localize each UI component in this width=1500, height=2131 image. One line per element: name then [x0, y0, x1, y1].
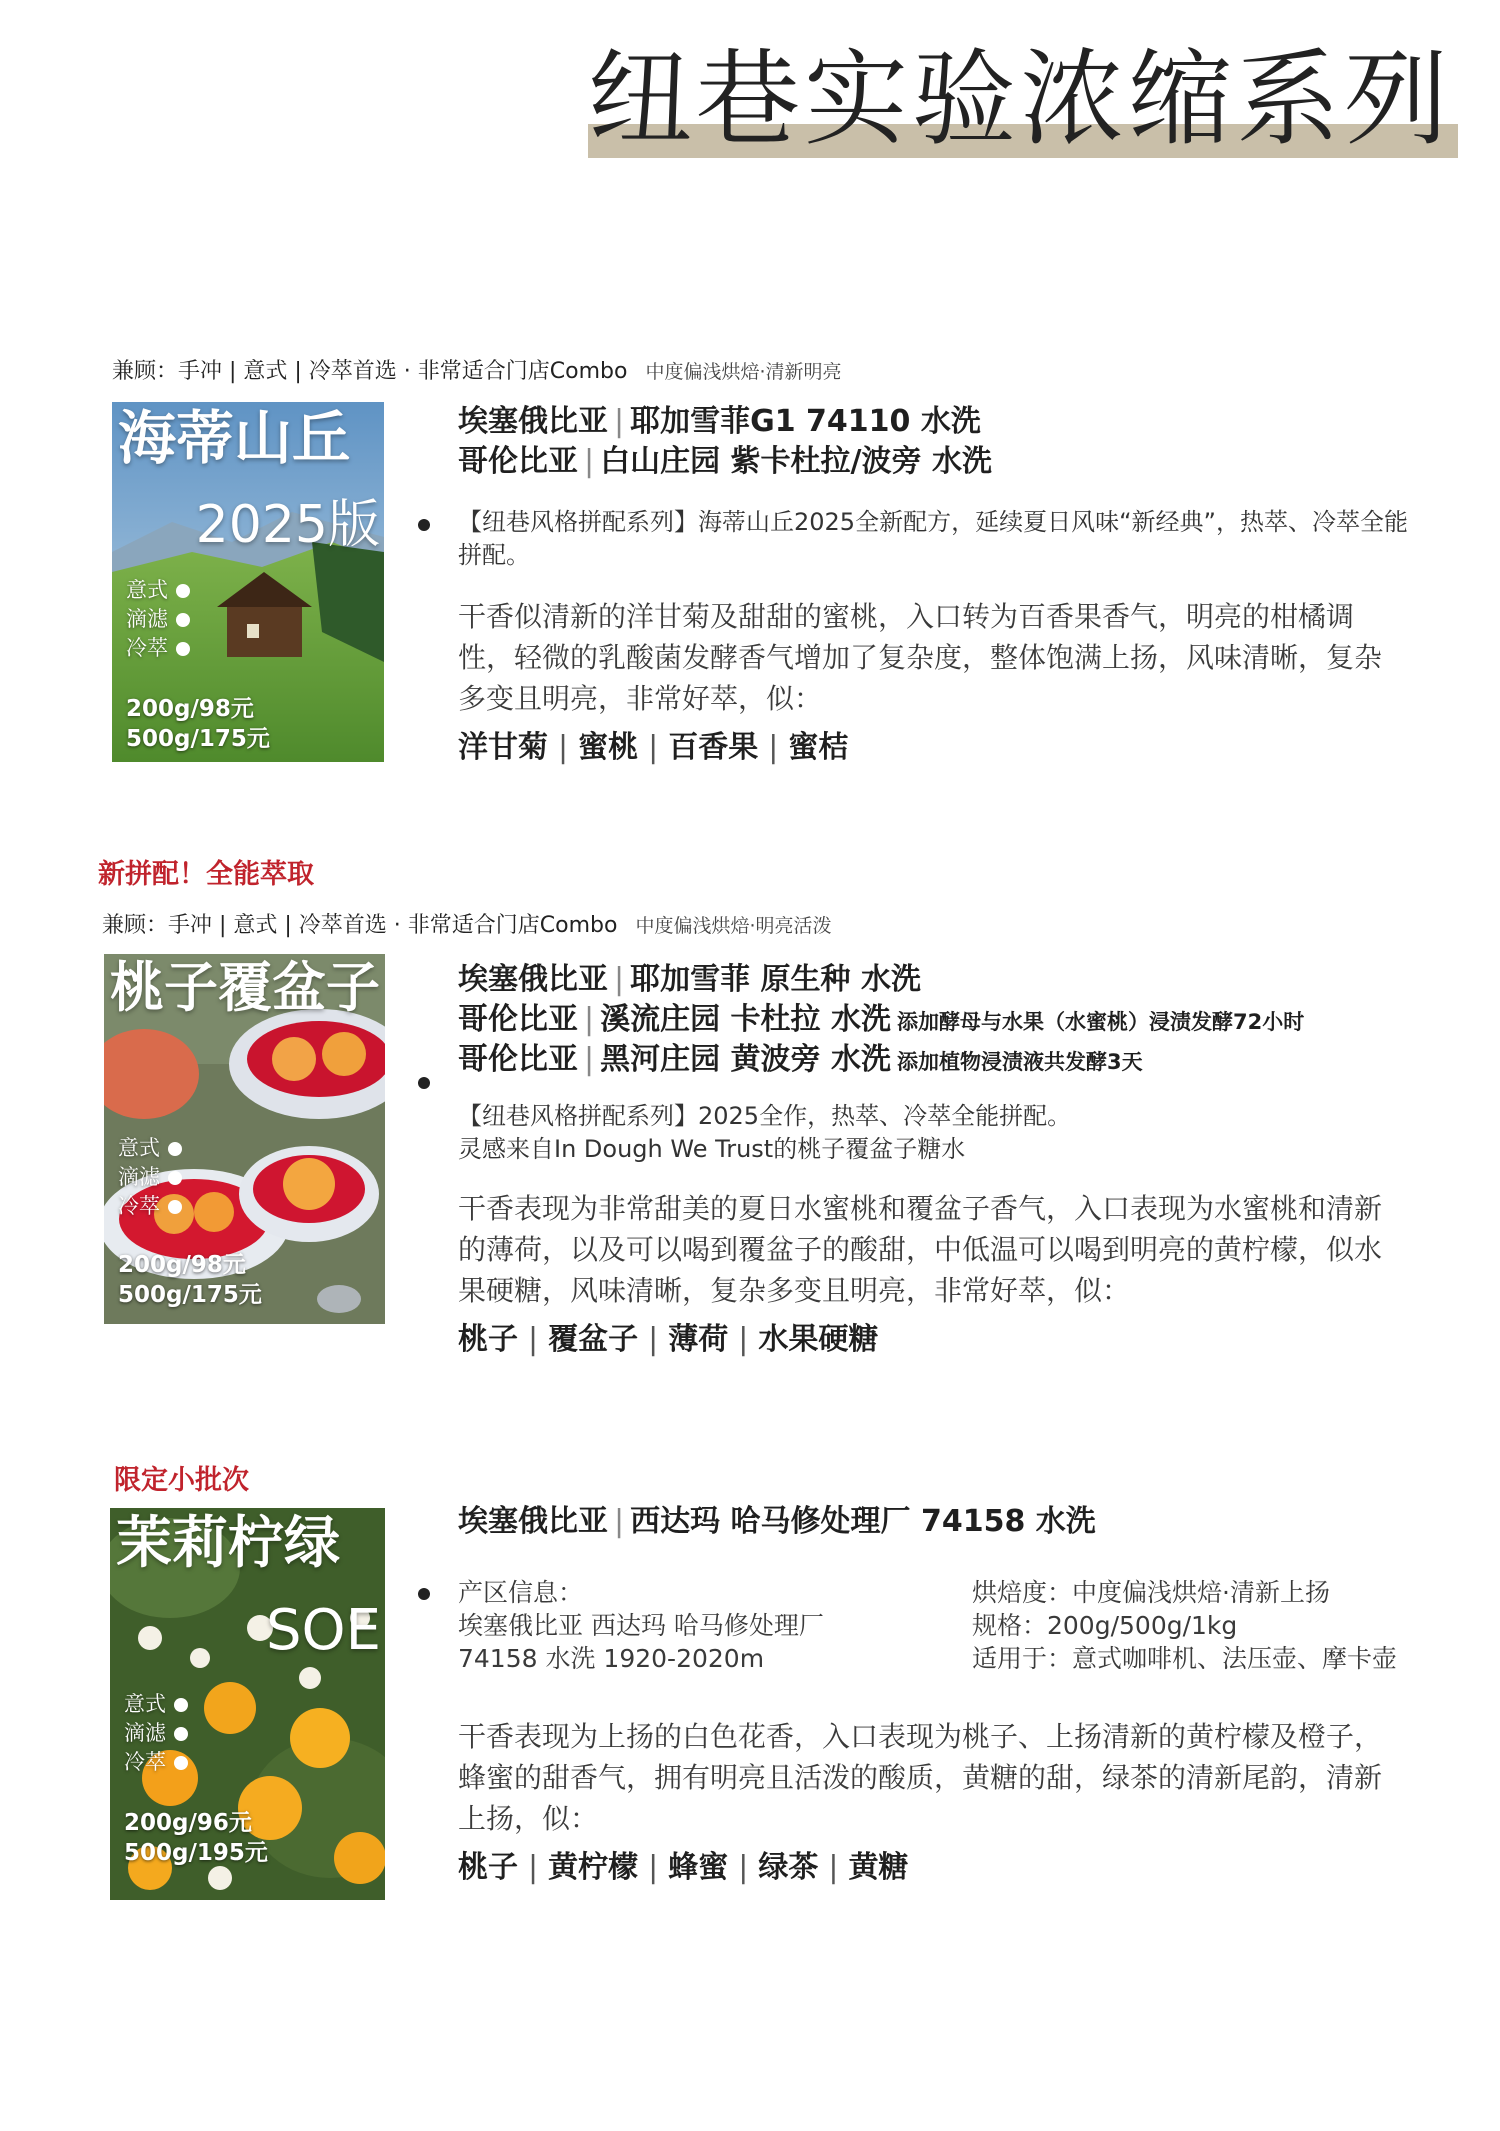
roast-spec-info: 烘焙度：中度偏浅烘焙·清新上扬 规格：200g/500g/1kg 适用于：意式咖啡机、法压壶、摩卡壶: [972, 1578, 1398, 1673]
origin-line: 埃塞俄比亚 | 西达玛 哈马修处理厂 74158 水洗: [458, 1504, 1096, 1539]
origin-line: 哥伦比亚 | 白山庄园 紫卡杜拉/波旁 水洗: [458, 444, 992, 479]
price-500g: 500g/175元: [126, 726, 270, 752]
price-200g: 200g/98元: [118, 1252, 246, 1278]
series-note: 【纽巷风格拼配系列】海蒂山丘2025全新配方，延续夏日风味“新经典”，热萃、冷萃全能拼配。: [458, 508, 1408, 569]
mode-drip: 滴滤: [124, 1719, 188, 1748]
flavor-description: 干香表现为非常甜美的夏日水蜜桃和覆盆子香气，入口表现为水蜜桃和清新的薄荷，以及可以喝到覆盆子的酸甜，中低温可以喝到明亮的黄柠檬，似水果硬糖，风味清晰，复杂多变且明亮，非常好萃，似：: [458, 1192, 1383, 1307]
flavor-notes: 洋甘菊 | 蜜桃 | 百香果 | 蜜桔: [458, 730, 849, 765]
mode-drip: 滴滤: [118, 1163, 182, 1192]
product-thumbnail-peach[interactable]: [104, 954, 385, 1324]
origin-line: 哥伦比亚 | 溪流庄园 卡杜拉 水洗 添加酵母与水果（水蜜桃）浸渍发酵72小时: [458, 1002, 1305, 1037]
flavor-notes: 桃子 | 黄柠檬 | 蜂蜜 | 绿茶 | 黄糖: [458, 1850, 909, 1885]
compat-text: 兼顾：手冲 | 意式 | 冷萃首选 · 非常适合门店Combo: [112, 359, 628, 384]
price-500g: 500g/175元: [118, 1282, 262, 1308]
origin-line: 哥伦比亚 | 黑河庄园 黄波旁 水洗 添加植物浸渍液共发酵3天: [458, 1042, 1143, 1077]
brew-modes: [118, 1134, 182, 1221]
price-list: [124, 1808, 268, 1868]
note-item: 洋甘菊: [458, 730, 548, 765]
flavor-notes: 桃子 | 覆盆子 | 薄荷 | 水果硬糖: [458, 1322, 879, 1357]
roast-level: 中度偏浅烘焙·明亮活泼: [635, 915, 832, 937]
page-title: 纽巷实验浓缩系列: [587, 38, 1452, 160]
note-item: 薄荷: [668, 1322, 729, 1357]
note-item: 绿茶: [758, 1850, 819, 1885]
mode-cold-brew: 冷萃: [126, 634, 190, 663]
note-item: 桃子: [458, 1322, 518, 1357]
note-item: 蜂蜜: [668, 1850, 729, 1885]
product-thumbnail-haidi[interactable]: [112, 402, 384, 762]
mode-cold-brew: 冷萃: [124, 1748, 188, 1777]
origin-note: 添加植物浸渍液共发酵3天: [897, 1050, 1143, 1074]
origin-line: 埃塞俄比亚 | 耶加雪菲 原生种 水洗: [458, 962, 921, 997]
thumb-title: 海蒂山丘: [118, 404, 351, 472]
bullet-dot: [418, 1077, 430, 1089]
mode-drip: 滴滤: [126, 605, 190, 634]
mode-cold-brew: 冷萃: [118, 1192, 182, 1221]
brew-modes: [124, 1690, 188, 1777]
price-list: [126, 694, 270, 754]
series-note: 【纽巷风格拼配系列】2025全作，热萃、冷萃全能拼配。 灵感来自In Dough We Trust的桃子覆盆子糖水: [458, 1100, 1408, 1166]
note-item: 黄柠檬: [548, 1850, 639, 1885]
price-500g: 500g/195元: [124, 1840, 268, 1866]
note-item: 黄糖: [848, 1850, 909, 1885]
thumb-subtitle: SOE: [265, 1598, 381, 1663]
price-list: [118, 1250, 262, 1310]
origin-note: 添加酵母与水果（水蜜桃）浸渍发酵72小时: [897, 1010, 1305, 1034]
mode-espresso: 意式: [124, 1690, 188, 1719]
promo-tag: 新拼配！全能萃取: [98, 859, 314, 890]
note-item: 桃子: [458, 1850, 518, 1885]
bullet-dot: [418, 519, 430, 531]
flavor-description: 干香表现为上扬的白色花香，入口表现为桃子、上扬清新的黄柠檬及橙子，蜂蜜的甜香气，拥有明亮且活泼的酸质，黄糖的甜，绿茶的清新尾韵，清新上扬，似：: [458, 1720, 1383, 1835]
origin-info: 产区信息： 埃塞俄比亚 西达玛 哈马修处理厂 74158 水洗 1920-2020m: [458, 1578, 824, 1673]
product-thumbnail-jasmine[interactable]: [110, 1508, 385, 1900]
mode-espresso: 意式: [126, 576, 190, 605]
roast-level: 中度偏浅烘焙·清新明亮: [645, 361, 842, 383]
inspiration-note: 灵感来自In Dough We Trust的桃子覆盆子糖水: [458, 1135, 966, 1163]
thumb-title: 桃子覆盆子: [110, 956, 380, 1019]
note-item: 蜜桃: [578, 730, 639, 765]
compat-line: [102, 908, 832, 939]
thumb-title: 茉莉柠绿: [116, 1511, 340, 1576]
compat-line: [112, 354, 842, 385]
promo-tag: 限定小批次: [114, 1465, 249, 1496]
note-item: 覆盆子: [548, 1322, 639, 1357]
bullet-dot: [418, 1588, 430, 1600]
compat-text: 兼顾：手冲 | 意式 | 冷萃首选 · 非常适合门店Combo: [102, 913, 618, 938]
price-200g: 200g/96元: [124, 1810, 252, 1836]
price-200g: 200g/98元: [126, 696, 254, 722]
flavor-description: 干香似清新的洋甘菊及甜甜的蜜桃，入口转为百香果香气，明亮的柑橘调性，轻微的乳酸菌发酵香气增加了复杂度，整体饱满上扬，风味清晰，复杂多变且明亮，非常好萃，似：: [458, 600, 1383, 715]
note-item: 百香果: [668, 730, 759, 765]
mode-espresso: 意式: [118, 1134, 182, 1163]
note-item: 水果硬糖: [758, 1322, 879, 1357]
origin-line: 埃塞俄比亚 | 耶加雪菲G1 74110 水洗: [458, 404, 981, 439]
note-item: 蜜桔: [788, 730, 849, 765]
brew-modes: [126, 576, 190, 663]
thumb-subtitle: 2025版: [195, 495, 380, 555]
